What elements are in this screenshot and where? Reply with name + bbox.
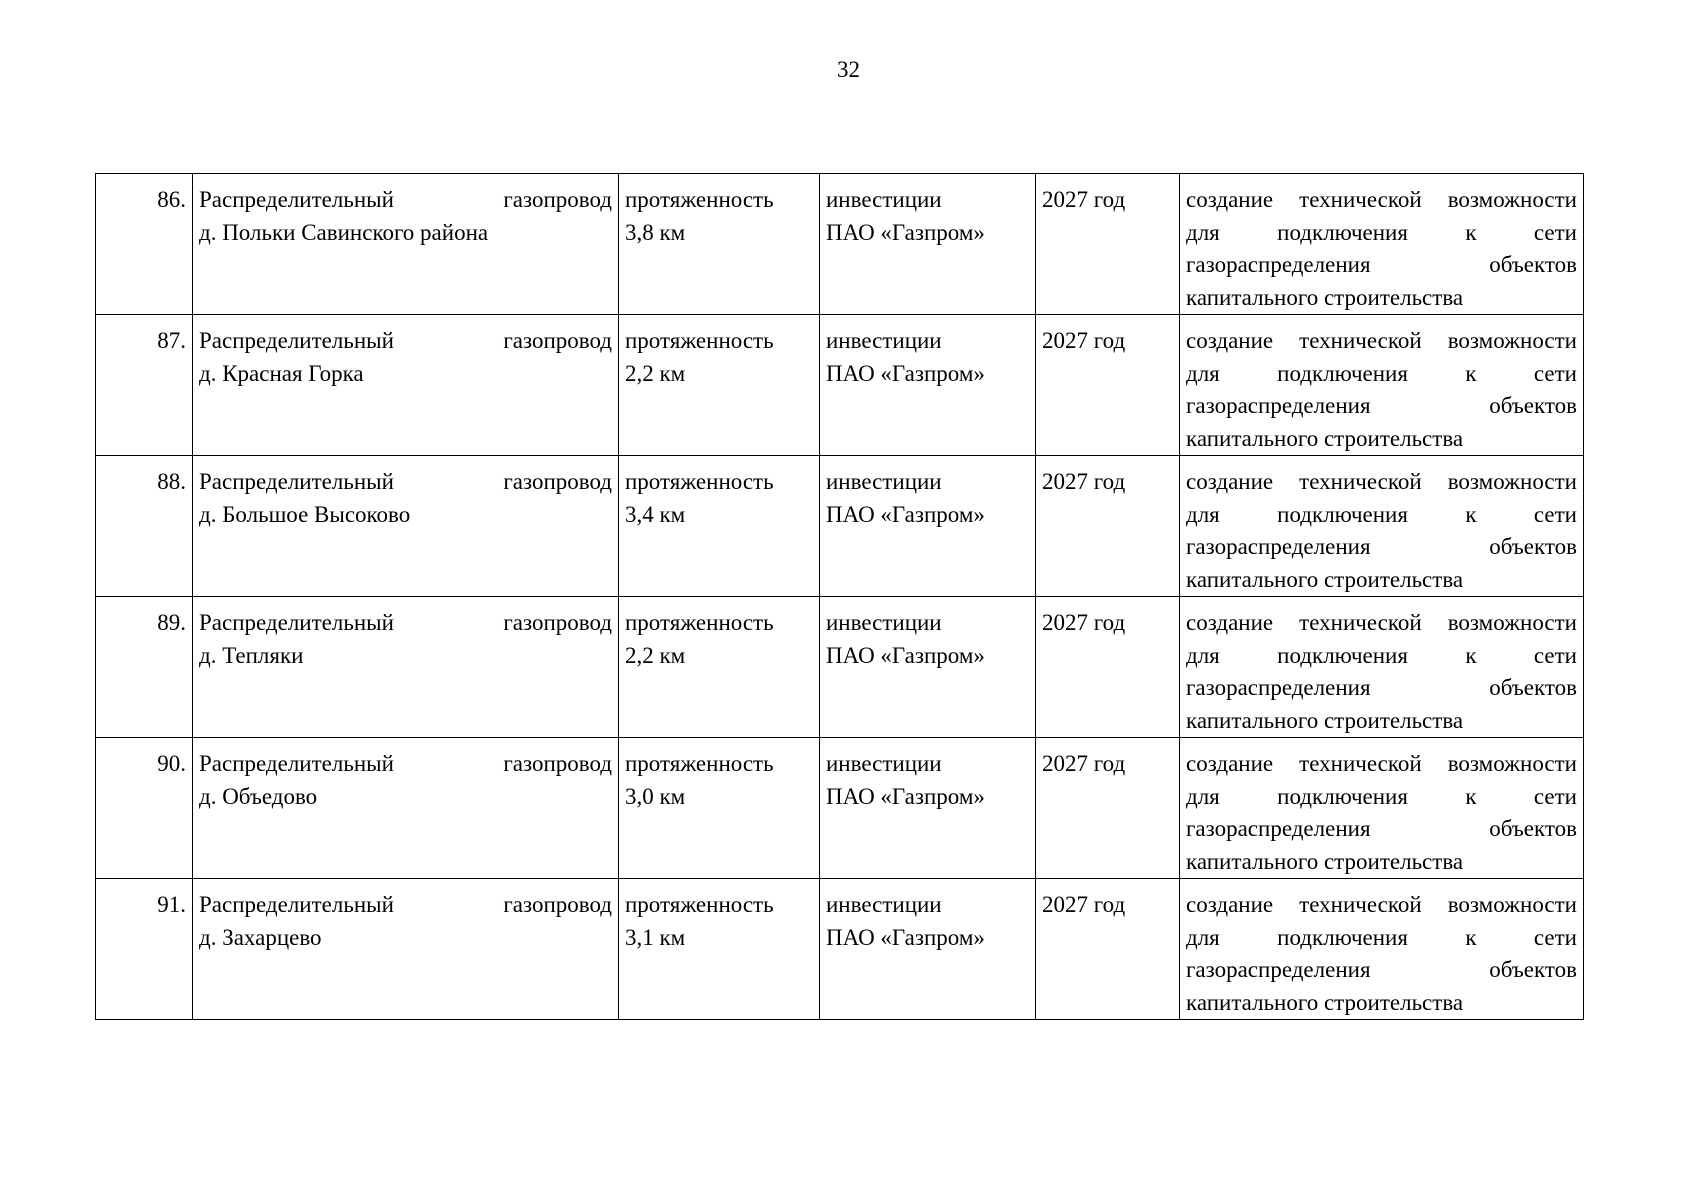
purpose-cell: [1180, 879, 1584, 1020]
row-number: 87.: [96, 315, 193, 456]
parameters-cell: [619, 315, 820, 456]
funding-source-cell: [820, 597, 1036, 738]
table-row: [96, 315, 1584, 456]
purpose-line: газораспределения объектов: [1186, 252, 1577, 277]
parameter-value: 3,1 км: [625, 924, 686, 950]
funding-source-org: ПАО «Газпром»: [826, 501, 985, 527]
deadline-year: 2027 год: [1042, 751, 1126, 776]
funding-source-cell: [820, 315, 1036, 456]
object-location-line: д. Большое Высоково: [199, 501, 411, 527]
deadline-cell: [1036, 879, 1180, 1020]
table-row: [96, 174, 1584, 315]
parameter-label: протяженность: [625, 328, 774, 353]
deadline-year: 2027 год: [1042, 892, 1126, 917]
purpose-line: создание технической возможности: [1186, 892, 1577, 917]
row-number: 90.: [96, 738, 193, 879]
funding-source-line: инвестиции: [826, 328, 942, 353]
purpose-line: для подключения к сети: [1186, 219, 1577, 245]
object-location-line: д. Польки Савинского района: [199, 219, 489, 245]
object-name-cell: [193, 879, 619, 1020]
parameter-label: протяженность: [625, 892, 774, 917]
funding-source-org: ПАО «Газпром»: [826, 219, 985, 245]
deadline-cell: [1036, 315, 1180, 456]
parameter-value: 2,2 км: [625, 642, 686, 668]
object-name-line: Распределительный газопровод: [199, 469, 612, 494]
object-name-line: Распределительный газопровод: [199, 187, 612, 212]
purpose-line: создание технической возможности: [1186, 187, 1577, 212]
purpose-line: создание технической возможности: [1186, 469, 1577, 494]
purpose-line: газораспределения объектов: [1186, 816, 1577, 841]
deadline-year: 2027 год: [1042, 328, 1126, 353]
funding-source-cell: [820, 456, 1036, 597]
table-row: [96, 456, 1584, 597]
purpose-line: газораспределения объектов: [1186, 957, 1577, 982]
parameter-label: протяженность: [625, 610, 774, 635]
row-number: 88.: [96, 456, 193, 597]
purpose-cell: [1180, 597, 1584, 738]
funding-source-line: инвестиции: [826, 469, 942, 494]
deadline-cell: [1036, 738, 1180, 879]
purpose-line: капитального строительства: [1186, 707, 1464, 733]
object-name-cell: [193, 597, 619, 738]
parameter-value: 3,0 км: [625, 783, 686, 809]
object-name-cell: [193, 174, 619, 315]
object-name-line: Распределительный газопровод: [199, 751, 612, 776]
purpose-line: создание технической возможности: [1186, 751, 1577, 776]
purpose-line: для подключения к сети: [1186, 924, 1577, 950]
funding-source-line: инвестиции: [826, 751, 942, 776]
object-name-line: Распределительный газопровод: [199, 892, 612, 917]
funding-source-cell: [820, 879, 1036, 1020]
page-number: 32: [837, 57, 860, 82]
parameters-cell: [619, 456, 820, 597]
purpose-line: капитального строительства: [1186, 848, 1464, 874]
purpose-line: газораспределения объектов: [1186, 675, 1577, 700]
parameter-label: протяженность: [625, 469, 774, 494]
table-row: [96, 738, 1584, 879]
purpose-cell: [1180, 315, 1584, 456]
row-number: 89.: [96, 597, 193, 738]
object-name-line: Распределительный газопровод: [199, 610, 612, 635]
purpose-cell: [1180, 174, 1584, 315]
purpose-line: капитального строительства: [1186, 566, 1464, 592]
parameters-cell: [619, 738, 820, 879]
parameter-value: 2,2 км: [625, 360, 686, 386]
parameter-label: протяженность: [625, 187, 774, 212]
object-name-line: Распределительный газопровод: [199, 328, 612, 353]
purpose-cell: [1180, 456, 1584, 597]
object-name-cell: [193, 315, 619, 456]
funding-source-line: инвестиции: [826, 610, 942, 635]
purpose-line: газораспределения объектов: [1186, 393, 1577, 418]
funding-source-cell: [820, 738, 1036, 879]
deadline-year: 2027 год: [1042, 610, 1126, 635]
projects-table: [95, 173, 1584, 1020]
object-location-line: д. Красная Горка: [199, 360, 364, 386]
row-number: 91.: [96, 879, 193, 1020]
object-name-cell: [193, 738, 619, 879]
purpose-line: капитального строительства: [1186, 989, 1464, 1015]
funding-source-org: ПАО «Газпром»: [826, 642, 985, 668]
row-number: 86.: [96, 174, 193, 315]
purpose-line: для подключения к сети: [1186, 783, 1577, 809]
funding-source-org: ПАО «Газпром»: [826, 783, 985, 809]
purpose-cell: [1180, 738, 1584, 879]
parameter-value: 3,8 км: [625, 219, 686, 245]
deadline-cell: [1036, 597, 1180, 738]
deadline-cell: [1036, 456, 1180, 597]
purpose-line: создание технической возможности: [1186, 610, 1577, 635]
funding-source-org: ПАО «Газпром»: [826, 360, 985, 386]
parameters-cell: [619, 597, 820, 738]
parameters-cell: [619, 879, 820, 1020]
purpose-line: для подключения к сети: [1186, 642, 1577, 668]
funding-source-cell: [820, 174, 1036, 315]
purpose-line: для подключения к сети: [1186, 360, 1577, 386]
deadline-year: 2027 год: [1042, 187, 1126, 212]
purpose-line: капитального строительства: [1186, 425, 1464, 451]
object-location-line: д. Объедово: [199, 783, 318, 809]
purpose-line: газораспределения объектов: [1186, 534, 1577, 559]
table-row: [96, 879, 1584, 1020]
funding-source-line: инвестиции: [826, 187, 942, 212]
parameter-label: протяженность: [625, 751, 774, 776]
object-location-line: д. Захарцево: [199, 924, 322, 950]
purpose-line: капитального строительства: [1186, 284, 1464, 310]
funding-source-org: ПАО «Газпром»: [826, 924, 985, 950]
parameter-value: 3,4 км: [625, 501, 686, 527]
deadline-cell: [1036, 174, 1180, 315]
purpose-line: создание технической возможности: [1186, 328, 1577, 353]
funding-source-line: инвестиции: [826, 892, 942, 917]
parameters-cell: [619, 174, 820, 315]
table-row: [96, 597, 1584, 738]
object-name-cell: [193, 456, 619, 597]
deadline-year: 2027 год: [1042, 469, 1126, 494]
purpose-line: для подключения к сети: [1186, 501, 1577, 527]
object-location-line: д. Тепляки: [199, 642, 304, 668]
